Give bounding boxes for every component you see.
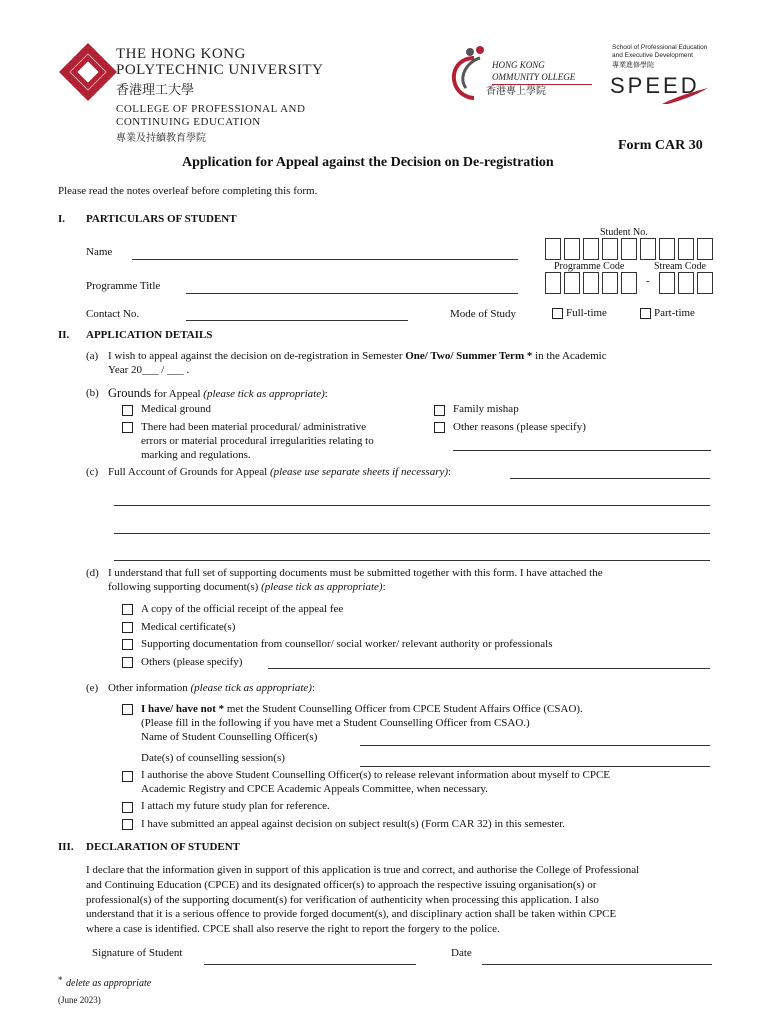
- student-no-boxes[interactable]: [545, 238, 713, 260]
- section3-heading: DECLARATION OF STUDENT: [86, 841, 241, 853]
- student-no-cell[interactable]: [602, 238, 618, 260]
- mode-label: Mode of Study: [450, 308, 516, 320]
- programme-code-boxes[interactable]: [545, 272, 713, 294]
- item-e-label: (e): [86, 682, 99, 694]
- authorise-label-1: I authorise the above Student Counselling Officer(s) to release relevant information about myself to CPCE: [141, 769, 611, 781]
- met-officer-text: [141, 703, 583, 715]
- programme-title-label: Programme Title: [86, 280, 161, 292]
- officer-name-label: Name of Student Counselling Officer(s): [141, 731, 318, 743]
- session-date-field[interactable]: [360, 766, 710, 767]
- medical-certificate-checkbox[interactable]: [122, 622, 133, 633]
- programme-code-cell[interactable]: [545, 272, 561, 294]
- session-date-label: Date(s) of counselling session(s): [141, 752, 285, 764]
- programme-code-cell[interactable]: [602, 272, 618, 294]
- student-no-cell[interactable]: [640, 238, 656, 260]
- section2-numeral: II.: [58, 329, 70, 341]
- stream-code-cell[interactable]: [659, 272, 675, 294]
- programme-code-cell[interactable]: [564, 272, 580, 294]
- item-e-instruction: (please tick as appropriate): [190, 682, 312, 694]
- stream-code-cell[interactable]: [697, 272, 713, 294]
- item-a-year[interactable]: Year 20___ / ___ .: [108, 364, 190, 376]
- section1-heading: PARTICULARS OF STUDENT: [86, 213, 237, 225]
- medical-ground-label: Medical ground: [141, 403, 211, 415]
- contact-field[interactable]: [186, 320, 408, 321]
- declaration-text: [86, 863, 712, 937]
- section3-numeral: III.: [58, 841, 74, 853]
- item-b-label: (b): [86, 387, 99, 399]
- item-a-text-1: I wish to appeal against the decision on de-registration in Semester: [108, 350, 403, 362]
- declaration-line-1: I declare that the information given in support of this application is true and correct, and authorise the College of Professional: [86, 864, 640, 876]
- item-c-label: (c): [86, 466, 99, 478]
- others-label: Others (please specify): [141, 656, 243, 668]
- stream-code-cell[interactable]: [678, 272, 694, 294]
- medical-certificate-label: Medical certificate(s): [141, 621, 236, 633]
- item-c-instruction: (please use separate sheets if necessary): [269, 466, 449, 478]
- met-officer-note: (Please fill in the following if you have met a Student Counselling Officer from CSAO.): [141, 717, 530, 729]
- student-no-cell[interactable]: [697, 238, 713, 260]
- procedural-error-label-1: There had been material procedural/ administrative: [141, 421, 367, 433]
- authorise-label-2: Academic Registry and CPCE Academic Appeals Committee, when necessary.: [141, 783, 488, 795]
- student-no-cell[interactable]: [678, 238, 694, 260]
- other-reasons-field[interactable]: [453, 450, 711, 451]
- declaration-line-3: professional(s) of the supporting document(s) for verification of authenticity when processing this application. I also: [86, 893, 599, 906]
- item-e-colon: :: [311, 682, 316, 694]
- edition-date: (June 2023): [58, 995, 101, 1005]
- programme-code-label: Programme Code: [554, 261, 625, 272]
- declaration-line-2: and Continuing Education (CPCE) and its designated officer(s) to approach the respective issuing organisation(s) or: [86, 878, 597, 891]
- student-no-cell[interactable]: [564, 238, 580, 260]
- item-d-label: (d): [86, 567, 99, 579]
- declaration-line-5: where a case is identified. CPCE shall also reserve the right to report the forgery to the police.: [86, 923, 500, 936]
- polyu-name-line1: THE HONG KONG: [116, 46, 246, 62]
- other-reasons-checkbox[interactable]: [434, 422, 445, 433]
- polyu-knot-icon: [58, 42, 118, 102]
- notes-instruction: Please read the notes overleaf before completing this form.: [58, 185, 318, 197]
- speed-swoosh: [660, 86, 710, 106]
- programme-title-field[interactable]: [186, 293, 518, 294]
- student-no-cell[interactable]: [583, 238, 599, 260]
- item-a-label: (a): [86, 350, 99, 362]
- grounds-field-line-4[interactable]: [114, 560, 710, 561]
- item-a-term-options: One/ Two/ Summer Term *: [405, 350, 533, 362]
- item-a-text: [108, 350, 607, 362]
- cpce-name-line2: CONTINUING EDUCATION: [116, 116, 261, 128]
- parttime-checkbox[interactable]: [640, 308, 651, 319]
- item-b-colon: :: [324, 388, 328, 400]
- grounds-field-line-3[interactable]: [114, 533, 710, 534]
- others-specify-field[interactable]: [268, 668, 710, 669]
- item-c-text: [108, 466, 451, 478]
- fulltime-checkbox[interactable]: [552, 308, 563, 319]
- code-dash: -: [646, 275, 650, 287]
- signature-field[interactable]: [204, 964, 416, 965]
- grounds-field-line-1[interactable]: [510, 478, 710, 479]
- programme-code-cell[interactable]: [621, 272, 637, 294]
- student-no-cell[interactable]: [545, 238, 561, 260]
- speed-small-1: School of Professional Education: [612, 44, 708, 51]
- speed-brand: SPEED: [610, 73, 700, 98]
- met-officer-rest: met the Student Counselling Officer from CPCE Student Affairs Office (CSAO).: [226, 703, 583, 715]
- family-mishap-checkbox[interactable]: [434, 405, 445, 416]
- hkcc-name-line1: HONG KONG: [492, 60, 545, 70]
- polyu-logo: [58, 42, 118, 102]
- form-title: Application for Appeal against the Decision on De-registration: [182, 155, 554, 170]
- item-b-instruction: (please tick as appropriate): [203, 388, 325, 400]
- item-d-text-2: [108, 581, 386, 593]
- item-b-grounds: Grounds: [108, 386, 152, 400]
- polyu-name-zh: 香港理工大學: [116, 83, 195, 98]
- student-no-cell[interactable]: [659, 238, 675, 260]
- programme-code-cell[interactable]: [583, 272, 599, 294]
- officer-name-field[interactable]: [360, 745, 710, 746]
- other-reasons-label: Other reasons (please specify): [453, 421, 586, 433]
- item-a-text-2: in the Academic: [535, 350, 607, 362]
- receipt-checkbox[interactable]: [122, 604, 133, 615]
- item-e-heading: Other information: [108, 682, 188, 694]
- procedural-error-checkbox[interactable]: [122, 422, 133, 433]
- item-d-heading: following supporting document(s): [108, 581, 259, 593]
- item-b-text: for Appeal: [153, 388, 201, 400]
- others-checkbox[interactable]: [122, 657, 133, 668]
- speed-small-zh: 專業進修學院: [612, 61, 654, 69]
- form-code: Form CAR 30: [618, 138, 703, 153]
- item-c-heading: Full Account of Grounds for Appeal: [108, 466, 268, 478]
- cpce-name-zh: 專業及持續教育學院: [116, 133, 206, 144]
- signature-label: Signature of Student: [92, 947, 183, 959]
- item-b-heading: [108, 386, 328, 401]
- procedural-error-label-2: errors or material procedural irregularities relating to: [141, 435, 374, 447]
- name-field[interactable]: [132, 259, 518, 260]
- study-plan-checkbox[interactable]: [122, 802, 133, 813]
- item-d-instruction: (please tick as appropriate): [261, 581, 383, 593]
- item-c-colon: :: [448, 466, 452, 478]
- hkcc-name-zh: 香港專上學院: [486, 86, 546, 97]
- parttime-label: Part-time: [654, 307, 695, 319]
- swoosh-icon: [660, 86, 710, 106]
- item-d-colon: :: [382, 581, 386, 593]
- receipt-label: A copy of the official receipt of the appeal fee: [141, 603, 344, 615]
- authorise-checkbox[interactable]: [122, 771, 133, 782]
- cpce-name-line1: COLLEGE OF PROFESSIONAL AND: [116, 103, 306, 115]
- date-label: Date: [451, 947, 472, 959]
- met-officer-checkbox[interactable]: [122, 704, 133, 715]
- hkcc-name-line2: OMMUNITY OLLEGE: [492, 72, 576, 82]
- supporting-docs-label: Supporting documentation from counsellor/ social worker/ relevant authority or professionals: [141, 638, 553, 650]
- car32-checkbox[interactable]: [122, 819, 133, 830]
- procedural-error-label-3: marking and regulations.: [141, 449, 251, 461]
- polyu-name-line2: POLYTECHNIC UNIVERSITY: [116, 62, 324, 78]
- item-d-text-1: I understand that full set of supporting documents must be submitted together with this form. I have attached the: [108, 567, 603, 579]
- date-field[interactable]: [482, 964, 712, 965]
- fulltime-label: Full-time: [566, 307, 607, 319]
- student-no-cell[interactable]: [621, 238, 637, 260]
- grounds-field-line-2[interactable]: [114, 505, 710, 506]
- student-no-label: Student No.: [600, 227, 648, 238]
- name-label: Name: [86, 246, 113, 258]
- footnote-star: *: [58, 975, 63, 985]
- section2-heading: APPLICATION DETAILS: [86, 329, 213, 341]
- study-plan-label: I attach my future study plan for reference.: [141, 800, 330, 812]
- supporting-docs-checkbox[interactable]: [122, 639, 133, 650]
- section1-numeral: I.: [58, 213, 66, 225]
- declaration-line-4: understand that it is a serious offence to provide forged document(s), and disciplinary action shall be taken within CPCE: [86, 908, 617, 921]
- medical-ground-checkbox[interactable]: [122, 405, 133, 416]
- footnote-text: delete as appropriate: [66, 978, 152, 989]
- car32-label: I have submitted an appeal against decision on subject result(s) (Form CAR 32) in this semester.: [141, 818, 566, 830]
- met-officer-options: I have/ have not *: [141, 703, 225, 715]
- speed-small-2: and Executive Development: [612, 52, 693, 59]
- stream-code-label: Stream Code: [654, 261, 706, 272]
- family-mishap-label: Family mishap: [453, 403, 519, 415]
- contact-label: Contact No.: [86, 308, 140, 320]
- item-e-text: [108, 682, 315, 694]
